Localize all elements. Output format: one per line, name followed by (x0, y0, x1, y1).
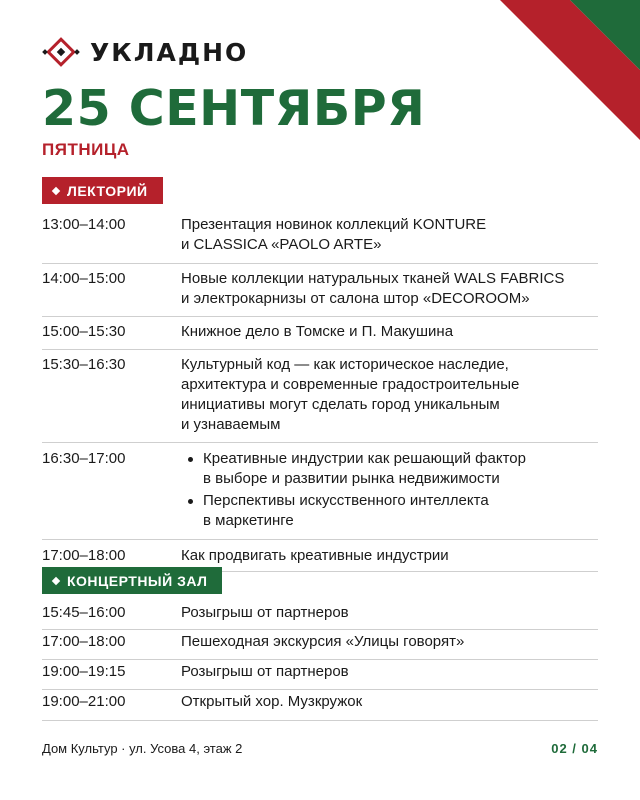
session-time: 15:30–16:30 (42, 356, 126, 373)
session-line: Креативные индустрии как решающий фактор (203, 450, 526, 467)
section-title: ЛЕКТОРИЙ (67, 182, 148, 199)
schedule-row (42, 350, 598, 443)
session-title (181, 546, 598, 566)
session-time: 17:00–18:00 (42, 547, 126, 564)
session-title (181, 603, 598, 623)
section-tag-lectorium (42, 177, 163, 204)
session-line: инициативы могут сделать город уникальным (181, 396, 500, 413)
session-time: 19:00–21:00 (42, 693, 126, 710)
session-time: 15:45–16:00 (42, 604, 126, 621)
session-title (181, 355, 598, 435)
session-title (181, 692, 598, 712)
schedule-concert-hall (42, 601, 598, 721)
session-line: Культурный код — как историческое наследие, (181, 356, 509, 373)
session-line: в выборе и развитии рынка недвижимости (203, 470, 500, 487)
session-line: архитектура и современные градостроительные (181, 376, 520, 393)
session-line: Пешеходная экскурсия «Улицы говорят» (181, 633, 465, 650)
session-time: 13:00–14:00 (42, 216, 126, 233)
session-title (181, 322, 598, 342)
session-bullet (181, 491, 598, 531)
page-counter: 02 / 04 (551, 741, 598, 756)
schedule-row (42, 210, 598, 264)
event-date: 25 СЕНТЯБРЯ (42, 80, 426, 137)
session-line: Презентация новинок коллекций KONTURE (181, 216, 487, 233)
session-line: Книжное дело в Томске и П. Макушина (181, 323, 454, 340)
session-line: в маркетинге (203, 512, 294, 529)
session-time: 15:00–15:30 (42, 323, 126, 340)
schedule-row (42, 443, 598, 540)
diamond-bullet-icon (52, 576, 60, 584)
session-title (181, 215, 598, 255)
session-title (181, 449, 598, 533)
session-line: Как продвигать креативные индустрии (181, 547, 449, 564)
schedule-row (42, 601, 598, 630)
session-line: и узнаваемым (181, 416, 281, 433)
schedule-row (42, 264, 598, 317)
session-title (181, 632, 598, 652)
schedule-row (42, 660, 598, 690)
session-time: 19:00–19:15 (42, 663, 126, 680)
section-tag-concert-hall (42, 567, 222, 594)
session-line: и электрокарнизы от салона штор «DECOROOM» (181, 290, 530, 307)
session-bullet (181, 449, 598, 489)
section-title: КОНЦЕРТНЫЙ ЗАЛ (67, 572, 208, 589)
brand-name: УКЛАДНО (90, 37, 249, 67)
session-line: Перспективы искусственного интеллекта (203, 492, 489, 509)
session-line: и CLASSICA «PAOLO ARTE» (181, 236, 382, 253)
schedule-row (42, 690, 598, 721)
brand-logo (42, 37, 248, 67)
session-line: Розыгрыш от партнеров (181, 604, 349, 621)
session-line: Розыгрыш от партнеров (181, 663, 349, 680)
schedule-row (42, 630, 598, 660)
session-time: 14:00–15:00 (42, 270, 126, 287)
session-time: 16:30–17:00 (42, 450, 126, 467)
diamond-bullet-icon (52, 186, 60, 194)
footer-location: Дом Культур · ул. Усова 4, этаж 2 (42, 741, 243, 756)
ornament-diamond-icon (42, 37, 80, 67)
session-line: Новые коллекции натуральных тканей WALS FABRICS (181, 270, 565, 287)
schedule-lectorium (42, 210, 598, 572)
session-time: 17:00–18:00 (42, 633, 126, 650)
session-line: Открытый хор. Музкружок (181, 693, 363, 710)
event-weekday: ПЯТНИЦА (42, 140, 130, 159)
schedule-row (42, 317, 598, 350)
session-title (181, 269, 598, 309)
session-title (181, 662, 598, 682)
